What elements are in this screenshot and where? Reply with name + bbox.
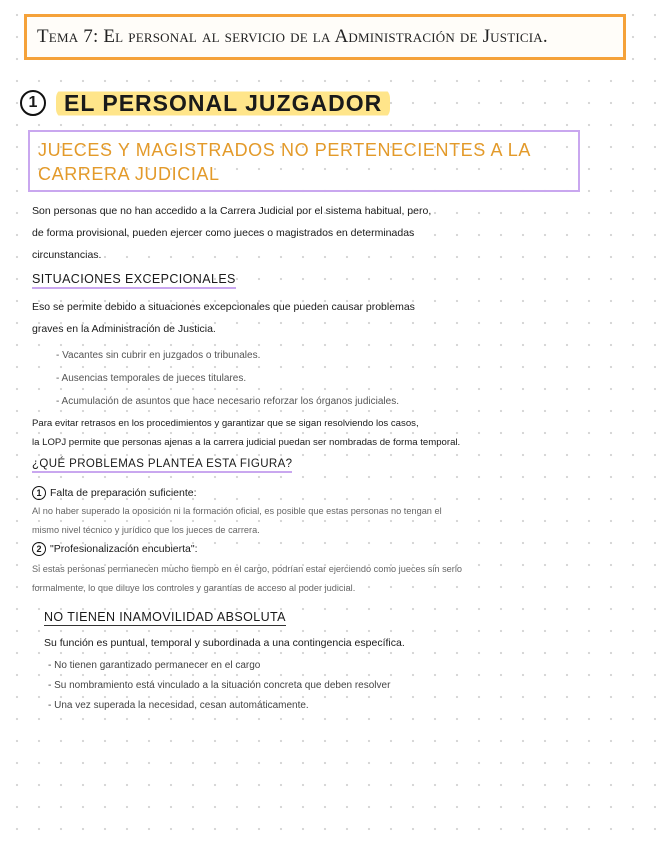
page-title: Tema 7: El personal al servicio de la Administración de Justicia. [24,14,626,60]
intro-paragraph [32,200,431,266]
inamovilidad-list [48,656,390,716]
lopj-paragraph [32,414,460,452]
intro-line: de forma provisional, pueden ejercer como jueces o magistrados en determinadas [32,227,415,239]
inamovilidad-heading: NO TIENEN INAMOVILIDAD ABSOLUTA [44,610,286,624]
situaciones-line: graves en la Administración de Justicia. [32,323,216,335]
intro-line: Son personas que no han accedido a la Carrera Judicial por el sistema habitual, pero, [32,205,432,217]
list-item: - No tienen garantizado permanecer en el cargo [48,660,261,671]
list-item: - Acumulación de asuntos que hace necesario reforzar los órganos judiciales. [56,396,399,407]
problem-line: formalmente, lo que diluye los controles y garantías de acceso al poder judicial. [32,583,356,593]
intro-line: circunstancias. [32,249,102,261]
subsection-title: JUECES Y MAGISTRADOS NO PERTENECIENTES A LA CARRERA JUDICIAL [28,130,580,192]
situaciones-list [56,344,399,413]
list-item: - Su nombramiento está vinculado a la situación concreta que deben resolver [48,680,391,691]
situaciones-heading: SITUACIONES EXCEPCIONALES [32,272,236,289]
problem-line: mismo nivel técnico y jurídico que los jueces de carrera. [32,525,260,535]
problem-title: "Profesionalización encubierta": [50,543,198,555]
problem-item-2 [32,542,198,556]
problem-line: Si estas personas permanecen mucho tiempo en el cargo, podrían estar ejerciendo como jueces sin serlo [32,564,463,574]
list-item: - Una vez superada la necesidad, cesan automáticamente. [48,700,309,711]
problem-number: 2 [32,542,46,556]
section-title: EL PERSONAL JUZGADOR [56,88,390,119]
section-header [20,88,390,118]
problem-line: Al no haber superado la oposición ni la formación oficial, es posible que estas personas no tengan el [32,506,442,516]
situaciones-line: Eso se permite debido a situaciones excepcionales que pueden causar problemas [32,301,415,313]
problem-2-text [32,560,462,598]
lopj-line: Para evitar retrasos en los procedimientos y garantizar que se sigan resolviendo los casos, [32,418,419,429]
problem-1-text [32,502,442,540]
problem-number: 1 [32,486,46,500]
lopj-line: la LOPJ permite que personas ajenas a la carrera judicial puedan ser nombradas de forma temporal. [32,437,461,448]
problemas-question: ¿QUÉ PROBLEMAS PLANTEA ESTA FIGURA? [32,458,292,473]
list-item: - Ausencias temporales de jueces titulares. [56,373,247,384]
problem-title: Falta de preparación suficiente: [50,487,197,499]
situaciones-paragraph [32,296,415,340]
section-number: 1 [20,90,46,116]
list-item: - Vacantes sin cubrir en juzgados o tribunales. [56,350,261,361]
problem-item-1 [32,486,197,500]
inamovilidad-lead: Su función es puntual, temporal y subordinada a una contingencia específica. [44,637,405,649]
